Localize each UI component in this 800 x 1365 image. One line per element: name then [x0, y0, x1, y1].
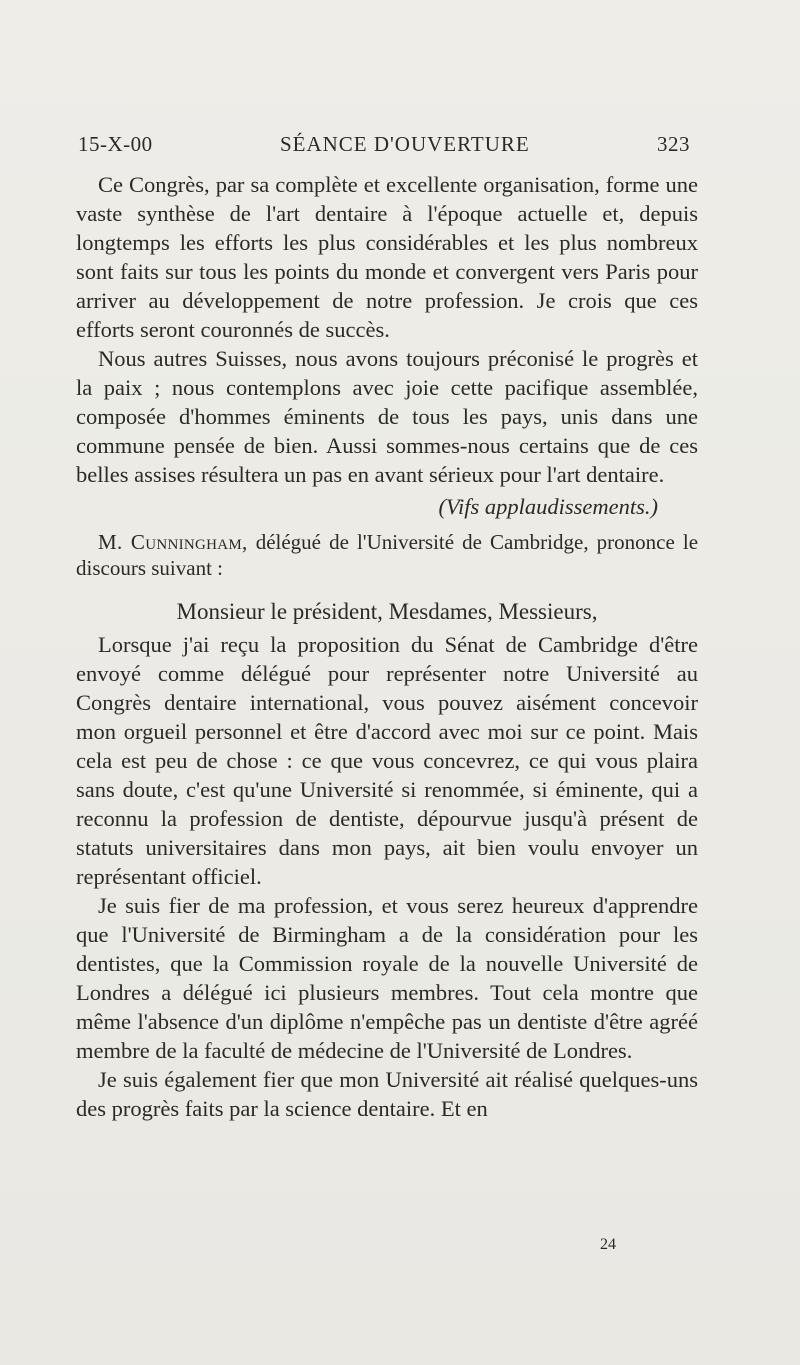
header-page-number: 323	[657, 132, 690, 156]
speaker-description: délégué de l'Université de Cambridge, prononce le discours suivant :	[76, 530, 699, 580]
header-title: SÉANCE D'OUVERTURE	[279, 132, 530, 156]
paragraph: Ce Congrès, par sa complète et excellente organisation, forme une vaste synthèse de l'art dentaire à l'époque actuelle et, depuis longtemps les efforts les plus considérables et les plus nombreux sont faits sur tous les points du monde et convergent vers Paris pour arriver au développement de notre profession. Je crois que ces efforts seront couronnés de succès.	[76, 172, 698, 342]
salutation: Monsieur le président, Mesdames, Messieurs,	[176, 599, 598, 624]
speech-paragraph: Je suis fier de ma profession, et vous serez heureux d'apprendre que l'Université de Birmingham a de la considération pour les dentistes, que la Commission royale de la nouvelle Université de Londres a délégué ici plusieurs membres. Tout cela montre que même l'absence d'un diplôme n'empêche pas un dentiste d'être agréé membre de la faculté de médecine de l'Université de Londres.	[76, 893, 698, 1063]
signature-mark: 24	[600, 1236, 616, 1253]
paragraph: Nous autres Suisses, nous avons toujours préconisé le progrès et la paix ; nous contemplons avec joie cette pacifique assemblée, composée d'hommes éminents de tous les pays, unis dans une commune pensée de bien. Aussi sommes-nous certains que de ces belles assises résultera un pas en avant sérieux pour l'art dentaire.	[76, 346, 698, 487]
page-body	[76, 170, 698, 1123]
speech-paragraph: Lorsque j'ai reçu la proposition du Sénat de Cambridge d'être envoyé comme délégué pour représenter notre Université au Congrès dentaire international, vous pouvez aisément concevoir mon orgueil personnel et être d'accord avec moi sur ce point. Mais cela est peu de chose : ce que vous concevrez, ce qui vous plaira sans doute, c'est qu'une Université si renommée, si éminente, qui a reconnu la profession de dentiste, dépourvue jusqu'à présent de statuts universitaires dans mon pays, ait bien voulu envoyer un représentant officiel.	[76, 632, 698, 889]
speech-paragraph: Je suis également fier que mon Université ait réalisé quelques-uns des progrès faits par la science dentaire. Et en	[76, 1067, 698, 1121]
running-header	[78, 132, 690, 157]
speaker-intro	[76, 529, 698, 581]
applause-note: (Vifs applaudissements.)	[438, 494, 658, 519]
speaker-name: M. Cunningham,	[98, 530, 248, 554]
header-date: 15-X-00	[78, 132, 153, 156]
